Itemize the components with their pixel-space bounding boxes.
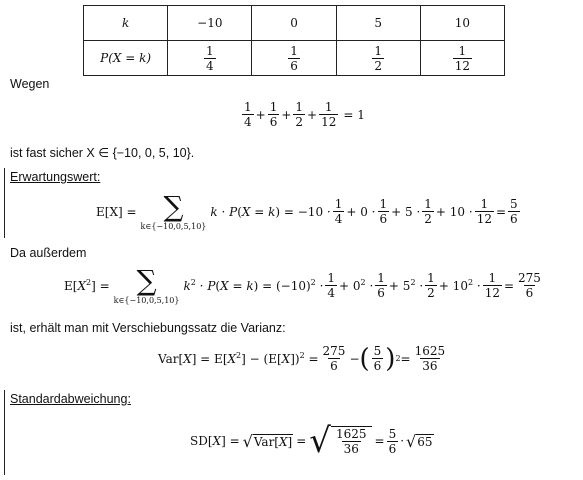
section-bar bbox=[4, 168, 5, 238]
formula-sum-probabilities: $\frac{1}{4}$ + $\frac{1}{6}$ + $\frac{1}{2}$ + $\frac{1}{12}$ = 1 bbox=[244, 100, 365, 129]
probability-table bbox=[83, 5, 505, 76]
table-row bbox=[84, 6, 505, 41]
row-label-k: k bbox=[84, 6, 168, 41]
formula-variance: $Var[X] = E[X^2] - (E[X])^2$ = $\frac{275}{6}$ − ( $\frac{5}{6}$ ) 2 = $\frac{1625}{36}$ bbox=[158, 343, 446, 374]
table-row bbox=[84, 41, 505, 76]
table-cell: $\frac{1}{12}$ bbox=[420, 41, 504, 76]
heading-erwartungswert: Erwartungswert: bbox=[10, 170, 101, 184]
table-cell: 0 bbox=[252, 6, 336, 41]
formula-standard-deviation: SD[X] = √ Var[X] = √ $\frac{1625}{36}$ = $\frac{5}{6}$ · √ 65 bbox=[190, 421, 433, 461]
row-label-prob: P(X = k) bbox=[84, 41, 168, 76]
formula-second-moment: $E[X^2]$ = ∑ k∈{−10,0,5,10} $k^2 \cdot P(X = k) = (-10)^2$ · $\frac{1}{4}$ + $0^2$ · $\frac{1}{6}$ + $5^2$ · $\frac{1}{2}$ + $10^2$ · $\frac{1}{12}$ = $\frac{275}{6}$ bbox=[64, 264, 541, 305]
table-cell: $\frac{1}{2}$ bbox=[336, 41, 420, 76]
heading-standardabweichung: Standardabweichung: bbox=[10, 392, 131, 406]
table-cell: $\frac{1}{6}$ bbox=[252, 41, 336, 76]
text-wegen: Wegen bbox=[10, 77, 50, 91]
table-cell: 5 bbox=[336, 6, 420, 41]
text-varianz-intro: ist, erhält man mit Verschiebungssatz die Varianz: bbox=[10, 321, 286, 335]
table-cell: −10 bbox=[168, 6, 252, 41]
section-bar bbox=[4, 390, 5, 475]
formula-expectation: E[X] = ∑ k∈{−10,0,5,10} k · P(X = k) = −10 · $\frac{1}{4}$ + 0 · $\frac{1}{6}$ + 5 · $\frac{1}{2}$ + 10 · $\frac{1}{12}$ = $\frac{5}{6}$ bbox=[96, 190, 518, 231]
table-cell: 10 bbox=[420, 6, 504, 41]
text-fast-sicher: ist fast sicher X ∈ {−10, 0, 5, 10}. bbox=[10, 146, 195, 160]
table-cell: $\frac{1}{4}$ bbox=[168, 41, 252, 76]
text-da-ausserdem: Da außerdem bbox=[10, 246, 87, 260]
